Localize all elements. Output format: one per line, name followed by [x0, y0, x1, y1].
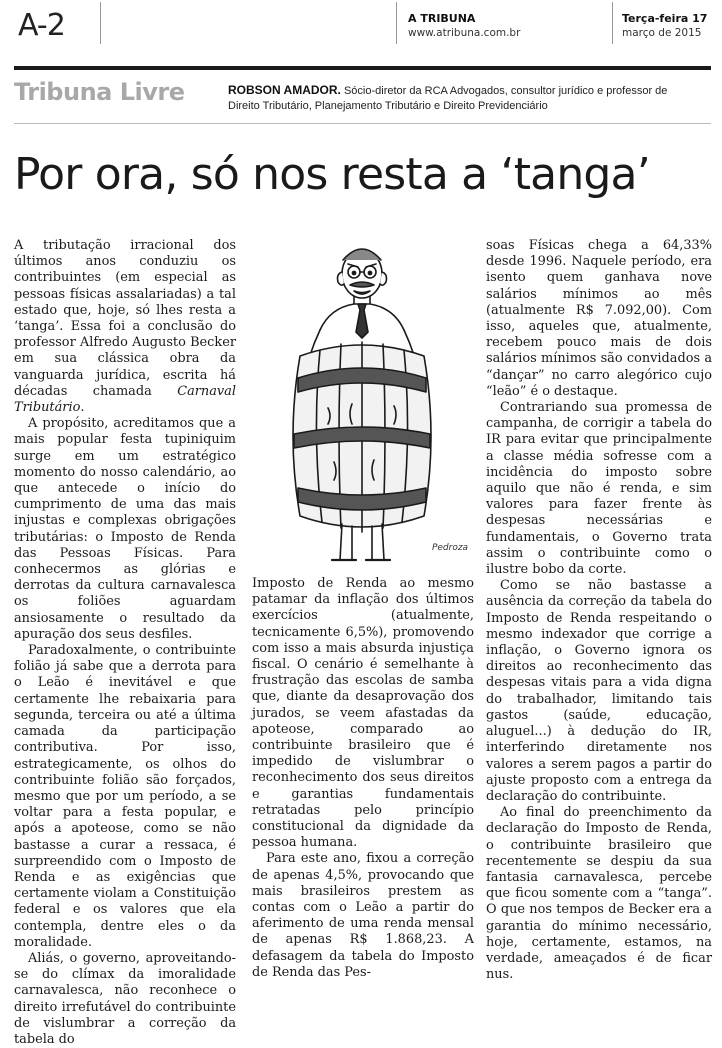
- article-paragraph: Contrariando sua promessa de campanha, de corrigir a tabela do IR para evitar que principalmente a classe média sofresse com a incidência do imposto sobre aquilo que não é renda, e sim valores para fazer frente às despesas necessárias e fundamentais, o Governo trata assim o contribuinte como o ilustre bobo da corte.: [486, 400, 712, 578]
- cartoon-signature: Pedroza: [431, 543, 469, 553]
- header-divider: [612, 2, 613, 44]
- issue-weekday: Terça-feira 17: [622, 12, 708, 25]
- article-paragraph: Como se não bastasse a ausência da correção da tabela do Imposto de Renda respeitando o mesmo indexador que corrige a inflação, o Governo ignora os direitos ao reconhecimento das despesas vitais para a vida digna do trabalhador, limitando tais gastos (saúde, educação, aluguel...) à dedução do IR, interferindo diretamente nos valores a serem pagos a partir do ajuste proposto com a entrega da declaração do contribuinte.: [486, 578, 712, 804]
- barrel-man-cartoon: [244, 238, 480, 568]
- publication-website[interactable]: www.atribuna.com.br: [408, 27, 521, 39]
- article-paragraph: soas Físicas chega a 64,33% desde 1996. Naquele período, era isento quem ganhava nove salários mínimos ao mês (atualmente R$ 7.092,00). Com isso, aqueles que, atualmente, recebem pouco mais de dois salários mínimos são convidados a “dançar” no carro alegórico cujo “leão” é o destaque.: [486, 238, 712, 399]
- article-paragraph: Imposto de Renda ao mesmo patamar da inflação dos últimos exercícios (atualmente, tecnicamente 6,5%), promovendo com isso a mais absurda injustiça fiscal. O cenário é semelhante à frustração das escolas de samba que, diante da desaprovação dos jurados, se veem afastadas da apoteose, comparado ao contribuinte brasileiro que é impedido de vislumbrar o reconhecimento dos seus direitos e garantias fundamentais retratadas pelo princípio constitucional da dignidade da pessoa humana.: [252, 576, 474, 851]
- page-number: A-2: [18, 8, 65, 43]
- article-paragraph: A tributação irracional dos últimos anos conduziu os contribuintes (em especial as pessoas físicas assalariadas) a tal estado que, hoje, só lhes resta a ‘tanga’. Essa foi a conclusão do professor Alfredo Augusto Becker em sua clássica obra da vanguarda jurídica, escrita há décadas chamada Carnaval Tributário.: [14, 238, 236, 416]
- article-paragraph: Para este ano, fixou a correção de apenas 4,5%, provocando que mais brasileiros prestem as contas com o Leão a partir do aferimento de uma renda mensal de apenas R$ 1.868,23. A defasagem da tabela do Imposto de Renda das Pes-: [252, 851, 474, 980]
- article-paragraph: Ao final do preenchimento da declaração do Imposto de Renda, o contribuinte brasileiro que recentemente se despiu da sua fantasia carnavalesca, percebe que ficou somente com a “tanga”. O que nos tempos de Becker era a garantia do mínimo necessário, hoje, certamente, estamos, na verdade, ameaçados é de ficar nus.: [486, 805, 712, 983]
- article-column-3: [486, 238, 712, 983]
- section-rule: [14, 123, 711, 124]
- article-paragraph: Aliás, o governo, aproveitando-se do clímax da imoralidade carnavalesca, não reconhece o direito irrefutável do contribuinte de vislumbrar a correção da tabela do: [14, 950, 236, 1047]
- issue-month-year: março de 2015: [622, 27, 702, 39]
- publication-name: A TRIBUNA: [408, 12, 476, 25]
- article-paragraph: Paradoxalmente, o contribuinte folião já sabe que a derrota para o Leão é inevitável e que certamente lhe rebaixaria para segunda, terceira ou até a última camada da participação contributiva. Por isso, estrategicamente, os olhos do contribuinte folião são forçados, mesmo que por um período, a se voltar para a festa popular, e após a apoteose, como se não bastasse a curar a ressaca, é surpreendido com o Imposto de Renda e as exigências que certamente violam a Constituição federal e os valores que ela contempla, dentre eles o da moralidade.: [14, 643, 236, 950]
- article-headline: Por ora, só nos resta a ‘tanga’: [14, 149, 650, 200]
- author-bio: Sócio-diretor da RCA Advogados, consultor jurídico e professor de Direito Tributário, Planejamento Tributário e Direito Previdenciário: [228, 85, 668, 112]
- author-byline: [228, 83, 698, 114]
- article-column-1: [14, 238, 236, 1047]
- book-title: Carnaval Tributário: [14, 383, 236, 416]
- author-name: ROBSON AMADOR.: [228, 83, 341, 97]
- article-column-2: [252, 576, 474, 980]
- header-rule: [14, 66, 711, 70]
- header-divider: [396, 2, 397, 44]
- header-divider: [100, 2, 101, 44]
- section-label: Tribuna Livre: [14, 78, 185, 106]
- article-paragraph: A propósito, acreditamos que a mais popular festa tupiniquim surge em um estratégico momento do nosso calendário, ao que antecede o início do cumprimento de uma das mais injustas e complexas obrigações tributárias: o Imposto de Renda das Pessoas Físicas. Para conhecermos as glórias e derrotas da cultura carnavalesca os foliões aguardam ansiosamente o resultado da apuração dos seus desfiles.: [14, 416, 236, 642]
